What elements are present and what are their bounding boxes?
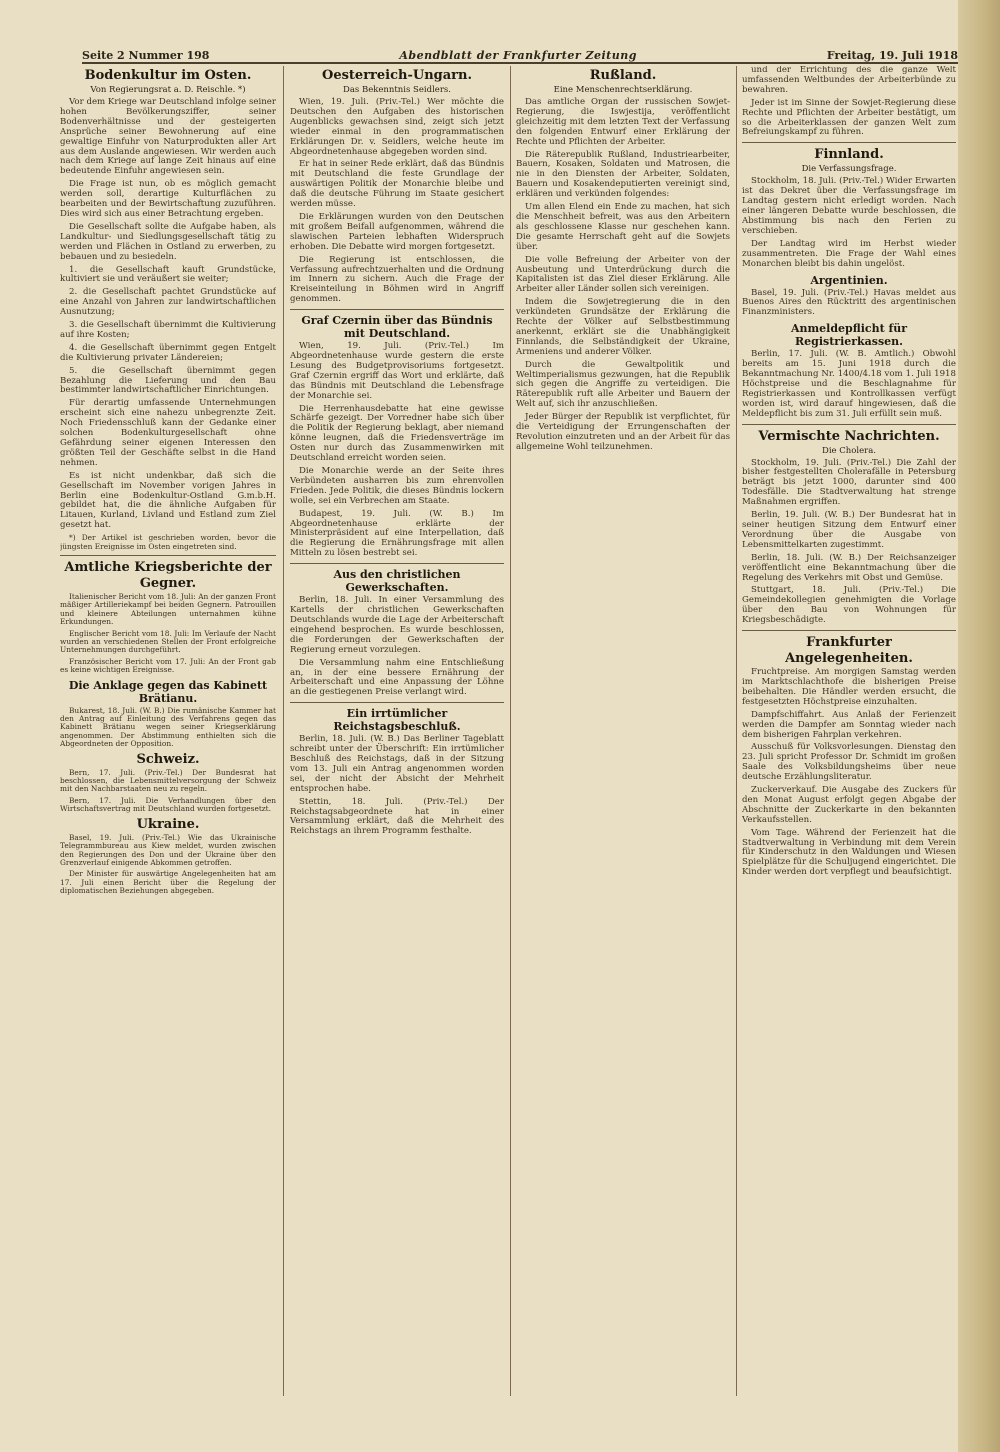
paragraph: und der Errichtung des die ganze Welt umfassenden Weltbundes der Arbeiterbünde zu bewahren.: [742, 66, 956, 95]
paragraph: Indem die Sowjetregierung die in den verkündeten Grundsätze der Erklärung die Rechte der Völker auf Selbstbestimmung anerkennt, erklärt sie die Unabhängigkeit Finnlands, die Selbständigkeit der Ukraine, Armeniens und anderer Völker.: [516, 297, 730, 357]
paragraph: Stuttgart, 18. Juli. (Priv.-Tel.) Die Gemeindekollegien genehmigten die Vorlage über den Bau von Wohnungen für Kriegsbeschädigte.: [742, 585, 956, 626]
paragraph: Basel, 19. Juli. (Priv.-Tel.) Wie das Ukrainische Telegrammbureau aus Kiew meldet, wurden zwischen den Regierungen des Don und der Ukraine über den Grenzverlauf einigende Abkommen getroffen.: [60, 832, 276, 867]
paragraph: Stettin, 18. Juli. (Priv.-Tel.) Der Reichstagsabgeordnete hat in einer Versammlung erklärt, daß die Mehrheit des Reichstags an ihrem Programm festhalte.: [290, 796, 504, 837]
column-2: [290, 66, 504, 1396]
paragraph: Die Erklärungen wurden von den Deutschen mit großem Beifall aufgenommen, während die slawischen Parteien lebhaften Widerspruch erhoben. Die Debatte wird morgen fortgesetzt.: [290, 211, 504, 252]
paragraph: Die Regierung ist entschlossen, die Verfassung aufrechtzuerhalten und die Ordnung im Innern zu sichern. Auch die Frage der Kreiseinteilung in Böhmen wird in Angriff genommen.: [290, 254, 504, 305]
section-subtitle: Die Verfassungsfrage.: [801, 164, 897, 175]
paragraph: Wien, 19. Juli. (Priv.-Tel.) Wer möchte die Deutschen den Aufgaben des historischen Augenblicks gewachsen sind, zeigt sich jetzt wieder einmal in den programmatischen Erklärungen Dr. v. Seidlers, welche heute im Abgeordnetenhause abgegeben worden sind.: [290, 97, 504, 157]
paragraph: Für derartig umfassende Unternehmungen erscheint sich eine nahezu unbegrenzte Zeit. Noch Friedensschluß kann der Gedanke einer solchen Bodenkulturgesellschaft ohne Gefährdung seiner eigenen Interessen den größten Teil der Geschäfte selbst in die Hand nehmen.: [60, 398, 276, 468]
paragraph: Die Räterepublik Rußland, Industriearbeiter, Bauern, Kosaken, Soldaten und Matrosen, die nie in den Diensten der Arbeiter, Soldaten, Bauern und Kosakendeputierten vereinigt sind, erklären und verkünden folgendes:: [516, 149, 730, 200]
paragraph: Der Landtag wird im Herbst wieder zusammentreten. Die Frage der Wahl eines Monarchen bleibt bis dahin ungelöst.: [742, 238, 956, 269]
paragraph: Die Frage ist nun, ob es möglich gemacht werden soll, derartige Kulturflächen zu bearbeiten und der Bewirtschaftung zuzuführen. Dies wird sich aus einer Betrachtung ergeben.: [60, 179, 276, 219]
column-divider: [510, 66, 511, 1396]
footnote: *) Der Artikel ist geschrieben worden, bevor die jüngsten Ereignisse im Osten eingetreten sind.: [60, 533, 276, 551]
paragraph: Die Herrenhausdebatte hat eine gewisse Schärfe gezeigt. Der Vorredner habe sich über die Politik der Regierung beklagt, aber niemand könne leugnen, daß die Friedensverträge im Osten nur durch das Zusammenwirken mit Deutschland erreicht worden seien.: [290, 403, 504, 464]
column-4: [742, 66, 956, 1396]
section-rule: [60, 555, 276, 556]
section-rule: [290, 309, 504, 310]
paragraph: Bukarest, 18. Juli. (W. B.) Die rumänische Kammer hat den Antrag auf Einleitung des Verfahrens gegen das Kabinett Brätianu wegen seiner Kriegserklärung angenommen. Der Abstimmung enthielten sich die Abgeordneten der Opposition.: [60, 705, 276, 749]
section-title: Aus den christlichen Gewerkschaften.: [333, 568, 461, 595]
paragraph: Basel, 19. Juli. (Priv.-Tel.) Havas meldet aus Buenos Aires den Rücktritt des argentinischen Finanzministers.: [742, 287, 956, 318]
paragraph: Jeder ist im Sinne der Sowjet-Regierung diese Rechte und Pflichten der Arbeiter bestätigt, um so die Arbeiterklassen der ganzen Welt zum Befreiungskampf zu führen.: [742, 97, 956, 138]
section-rule: [742, 630, 956, 631]
section-title: Finnland.: [814, 147, 884, 163]
paragraph: 1. die Gesellschaft kauft Grundstücke, kultiviert sie und veräußert sie weiter;: [60, 264, 276, 285]
paragraph: Das amtliche Organ der russischen Sowjet-Regierung, die Iswjestija, veröffentlicht gleichzeitig mit dem letzten Text der Verfassung den folgenden Entwurf einer Erklärung der Rechte und Pflichten der Arbeiter.: [516, 97, 730, 147]
section-title: Die Anklage gegen das Kabinett Brätianu.: [68, 678, 268, 705]
paragraph: Berlin, 18. Juli. In einer Versammlung des Kartells der christlichen Gewerkschaften Deutschlands wurde die Lage der Arbeiterschaft eingehend besprochen. Es wurde beschlossen, die Forderungen der Gewerkschaften der Regierung erneut vorzulegen.: [290, 595, 504, 655]
paragraph: Französischer Bericht vom 17. Juli: An der Front gab es keine wichtigen Ereignisse.: [60, 656, 276, 675]
section-title: Ukraine.: [136, 816, 200, 832]
section-rule: [742, 424, 956, 425]
article-title: Oesterreich-Ungarn.: [322, 68, 472, 83]
paragraph: Dampfschiffahrt. Aus Anlaß der Ferienzeit werden die Dampfer am Sonntag wieder nach dem bisherigen Fahrplan verkehren.: [742, 709, 956, 740]
paragraph: Fruchtpreise. Am morgigen Samstag werden im Marktschlachthofe die bisherigen Preise beibehalten. Die Händler werden ersucht, die festgesetzten Höchstpreise einzuhalten.: [742, 667, 956, 707]
paragraph: Stockholm, 19. Juli. (Priv.-Tel.) Die Zahl der bisher festgestellten Cholerafälle in Petersburg beträgt bis jetzt 1000, darunter sind 400 Todesfälle. Die Stadtverwaltung hat strenge Maßnahmen ergriffen.: [742, 457, 956, 508]
article-title: Rußland.: [589, 68, 657, 83]
section-title: Frankfurter Angelegenheiten.: [785, 635, 913, 667]
column-divider: [736, 66, 737, 1396]
page-edge: [958, 0, 1000, 1452]
paragraph: Um allen Elend ein Ende zu machen, hat sich die Menschheit befreit, was aus den Arbeitern als geschlossene Klasse nur geschehen kann. Die gesamte Herrschaft geht auf die Sowjets über.: [516, 202, 730, 252]
section-rule: [290, 702, 504, 703]
paragraph: Berlin, 18. Juli. (W. B.) Der Reichsanzeiger veröffentlicht eine Bekanntmachung über die Regelung des Verkehrs mit Obst und Gemüse.: [742, 552, 956, 583]
paragraph: Bern, 17. Juli. Die Verhandlungen über den Wirtschaftsvertrag mit Deutschland wurden fortgesetzt.: [60, 795, 276, 814]
article-title: Bodenkultur im Osten.: [84, 68, 252, 83]
masthead: Abendblatt der Frankfurter Zeitung: [399, 49, 637, 62]
paragraph: Es ist nicht undenkbar, daß sich die Gesellschaft im November vorigen Jahres in Berlin eine Bodenkultur-Ostland G.m.b.H. gebildet hat, die die ähnliche Aufgaben für Litauen, Kurland, Livland und Estland zum Ziel gesetzt hat.: [60, 470, 276, 531]
article-subtitle: Eine Menschenrechtserklärung.: [553, 85, 693, 95]
section-title: Anmeldepflicht für Registrierkassen.: [790, 322, 908, 349]
paragraph: Stockholm, 18. Juli. (Priv.-Tel.) Wider Erwarten ist das Dekret über die Verfassungsfrage im Landtag gestern nicht erledigt worden. Nach einer längeren Debatte wurde beschlossen, die Abstimmung bis nach den Ferien zu verschieben.: [742, 176, 956, 236]
article-subtitle: Das Bekenntnis Seidlers.: [343, 85, 451, 95]
column-1: [60, 66, 276, 1396]
paragraph: Budapest, 19. Juli. (W. B.) Im Abgeordnetenhause erklärte der Ministerpräsident auf eine Interpellation, daß die Regierung die Ernährungsfrage mit allen Mitteln zu lösen bestrebt sei.: [290, 508, 504, 559]
paragraph: Jeder Bürger der Republik ist verpflichtet, für die Verteidigung der Errungenschaften der Revolution einzutreten und an der Arbeit für das allgemeine Wohl teilzunehmen.: [516, 412, 730, 452]
paragraph: 5. die Gesellschaft übernimmt gegen Bezahlung die Lieferung und den Bau bestimmter landwirtschaftlicher Einrichtungen.: [60, 365, 276, 396]
paragraph: Die Versammlung nahm eine Entschließung an, in der eine bessere Ernährung der Arbeiterschaft und eine Anpassung der Löhne an die gestiegenen Preise verlangt wird.: [290, 657, 504, 698]
header-left: Seite 2 Nummer 198: [82, 49, 210, 62]
paragraph: Die volle Befreiung der Arbeiter von der Ausbeutung und Unterdrückung durch die Kapitalisten ist das Ziel dieser Erklärung. Alle Arbeiter aller Länder sollen sich vereinigen.: [516, 254, 730, 295]
paragraph: Berlin, 17. Juli. (W. B. Amtlich.) Obwohl bereits am 15. Juni 1918 durch die Bekanntmachung Nr. 1400/4.18 vom 1. Juli 1918 Höchstpreise und die Beschlagnahme für Registrierkassen und Kontrollkassen verfügt worden ist, wird darauf hingewiesen, daß die Meldepflicht bis zum 31. Juli erfüllt sein muß.: [742, 349, 956, 419]
section-title: Graf Czernin über das Bündnis mit Deutschland.: [301, 314, 493, 341]
paragraph: Englischer Bericht vom 18. Juli: Im Verlaufe der Nacht wurden an verschiedenen Stellen der Front erfolgreiche Unternehmungen durchgeführt.: [60, 628, 276, 655]
paragraph: Ausschuß für Volksvorlesungen. Dienstag den 23. Juli spricht Professor Dr. Schmidt im großen Saale des Volksbildungsheims über neue deutsche Erzählungsliteratur.: [742, 742, 956, 783]
paragraph: 4. die Gesellschaft übernimmt gegen Entgelt die Kultivierung privater Ländereien;: [60, 342, 276, 363]
section-subtitle: Die Cholera.: [822, 445, 876, 456]
paragraph: Die Monarchie werde an der Seite ihres Verbündeten ausharren bis zum ehrenvollen Frieden. Jede Politik, die dieses Bündnis lockern wolle, sei ein Verbrechen am Staate.: [290, 466, 504, 506]
section-rule: [290, 563, 504, 564]
paragraph: 2. die Gesellschaft pachtet Grundstücke auf eine Anzahl von Jahren zur landwirtschaftlichen Ausnutzung;: [60, 287, 276, 318]
paragraph: 3. die Gesellschaft übernimmt die Kultivierung auf ihre Kosten;: [60, 320, 276, 340]
paragraph: Durch die Gewaltpolitik und Weltimperialismus gezwungen, hat die Republik sich gegen die Angriffe zu verteidigen. Die Räterepublik ruft alle Arbeiter und Bauern der Welt auf, sich ihr anzuschließen.: [516, 359, 730, 410]
article-byline: Von Regierungsrat a. D. Reischle. *): [90, 85, 246, 95]
section-title: Schweiz.: [136, 751, 200, 767]
paragraph: Berlin, 18. Juli. (W. B.) Das Berliner Tageblatt schreibt unter der Überschrift: Ein irrtümlicher Beschluß des Reichstags, daß in der Sitzung vom 13. Juli ein Antrag angenommen worden sei, der nicht der Absicht der Mehrheit entsprochen habe.: [290, 734, 504, 794]
paragraph: Berlin, 19. Juli. (W. B.) Der Bundesrat hat in seiner heutigen Sitzung dem Entwurf einer Verordnung über die Ausgabe von Lebensmittelkarten zugestimmt.: [742, 510, 956, 550]
paragraph: Italienischer Bericht vom 18. Juli: An der ganzen Front mäßiger Artilleriekampf bei beiden Gegnern. Patrouillen und kleinere Abteilungen unternahmen kühne Erkundungen.: [60, 591, 276, 627]
section-title: Amtliche Kriegsberichte der Gegner.: [64, 559, 272, 591]
paragraph: Wien, 19. Juli. (Priv.-Tel.) Im Abgeordnetenhause wurde gestern die erste Lesung des Budgetprovisoriums fortgesetzt. Graf Czernin ergriff das Wort und erklärte, daß das Bündnis mit Deutschland die Lebensfrage der Monarchie sei.: [290, 341, 504, 401]
section-title: Argentinien.: [810, 273, 888, 287]
column-3: [516, 66, 730, 1396]
paragraph: Die Gesellschaft sollte die Aufgabe haben, als Landkultur- und Siedlungsgesellschaft tätig zu werden und Flächen in Ostland zu erwerben, zu bebauen und zu besiedeln.: [60, 221, 276, 262]
column-divider: [283, 66, 284, 1396]
paragraph: Vor dem Kriege war Deutschland infolge seiner hohen Bevölkerungsziffer, seiner Bodenverhältnisse und der gesteigerten Ansprüche seiner Bewohnerung auf eine gewaltige Einfuhr von Naturprodukten aller Art aus dem Auslande angewiesen. Wir werden auch nach dem Kriege auf lange Zeit hinaus auf eine bedeutende Einfuhr angewiesen sein.: [60, 97, 276, 177]
section-rule: [742, 142, 956, 143]
page-header: [82, 44, 958, 64]
paragraph: Bern, 17. Juli. (Priv.-Tel.) Der Bundesrat hat beschlossen, die Lebensmittelversorgung der Schweiz mit den Nachbarstaaten neu zu regeln.: [60, 767, 276, 794]
paragraph: Vom Tage. Während der Ferienzeit hat die Stadtverwaltung in Verbindung mit dem Verein für Kinderschutz in den Waldungen und Wiesen Spielplätze für die Schuljugend eingerichtet. Die Kinder werden dort verpflegt und beaufsichtigt.: [742, 827, 956, 878]
section-title: Ein irrtümlicher Reichstagsbeschluß.: [333, 707, 461, 734]
header-date: Freitag, 19. Juli 1918: [826, 49, 958, 62]
paragraph: Der Minister für auswärtige Angelegenheiten hat am 17. Juli einen Bericht über die Regelung der diplomatischen Beziehungen abgegeben.: [60, 869, 276, 896]
section-title: Vermischte Nachrichten.: [758, 428, 940, 444]
paragraph: Er hat in seiner Rede erklärt, daß das Bündnis mit Deutschland die feste Grundlage der auswärtigen Politik der Monarchie bleibe und daß die deutsche Führung im Staate gesichert werden müsse.: [290, 159, 504, 210]
paragraph: Zuckerverkauf. Die Ausgabe des Zuckers für den Monat August erfolgt gegen Abgabe der Abschnitte der Zuckerkarte in den bekannten Verkaufsstellen.: [742, 785, 956, 825]
